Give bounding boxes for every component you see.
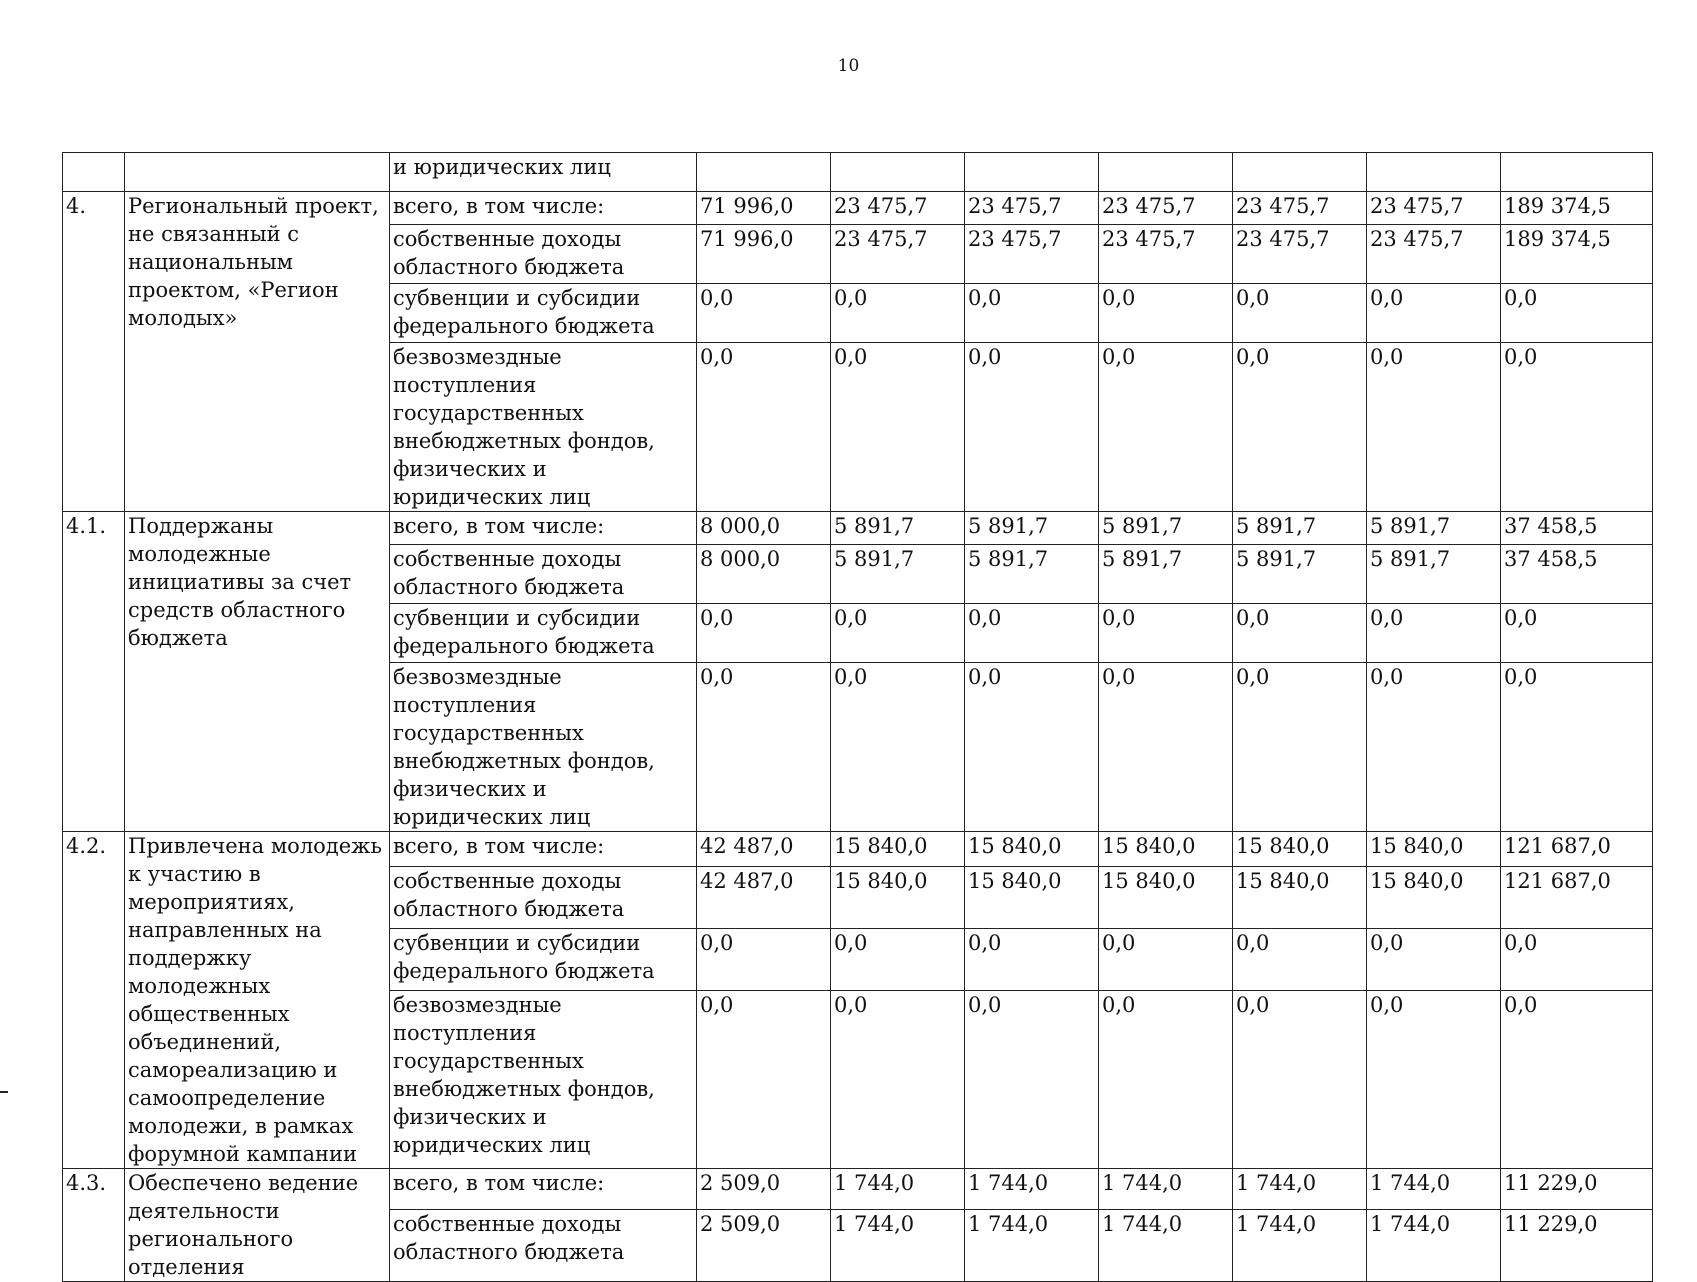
row-number-cell: 4.3. (63, 1169, 125, 1282)
value-cell: 0,0 (831, 991, 965, 1169)
value-cell: 23 475,7 (1367, 225, 1501, 284)
funding-source-cell: собственные доходы областного бюджета (390, 545, 697, 604)
value-cell: 1 744,0 (965, 1169, 1099, 1210)
value-cell: 0,0 (965, 343, 1099, 512)
funding-source-cell: безвозмездные поступления государственных внебюджетных фондов, физических и юридических лиц (390, 343, 697, 512)
value-cell: 23 475,7 (1099, 192, 1233, 225)
value-cell: 5 891,7 (1099, 512, 1233, 545)
value-cell: 0,0 (1233, 604, 1367, 663)
funding-source-cell: безвозмездные поступления государственных внебюджетных фондов, физических и юридических лиц (390, 991, 697, 1169)
funding-source-cell: субвенции и субсидии федерального бюджета (390, 928, 697, 990)
value-cell: 0,0 (1501, 284, 1653, 343)
value-cell: 5 891,7 (965, 545, 1099, 604)
table-row (63, 1169, 1653, 1210)
value-cell: 189 374,5 (1501, 225, 1653, 284)
value-cell: 0,0 (965, 604, 1099, 663)
value-cell: 189 374,5 (1501, 192, 1653, 225)
value-cell: 23 475,7 (1233, 225, 1367, 284)
value-cell (1367, 153, 1501, 192)
value-cell: 0,0 (1501, 663, 1653, 832)
funding-source-cell: собственные доходы областного бюджета (390, 866, 697, 928)
value-cell: 0,0 (1233, 284, 1367, 343)
table-row (63, 832, 1653, 867)
value-cell: 15 840,0 (1233, 866, 1367, 928)
value-cell: 15 840,0 (1099, 832, 1233, 867)
value-cell: 0,0 (1367, 991, 1501, 1169)
value-cell: 0,0 (1099, 663, 1233, 832)
value-cell: 23 475,7 (1099, 225, 1233, 284)
funding-source-cell: субвенции и субсидии федерального бюджета (390, 604, 697, 663)
funding-source-cell: всего, в том числе: (390, 512, 697, 545)
value-cell: 1 744,0 (965, 1210, 1099, 1282)
value-cell: 0,0 (965, 284, 1099, 343)
funding-source-cell: всего, в том числе: (390, 192, 697, 225)
value-cell: 15 840,0 (965, 866, 1099, 928)
value-cell: 0,0 (1099, 604, 1233, 663)
value-cell: 11 229,0 (1501, 1210, 1653, 1282)
value-cell: 71 996,0 (697, 192, 831, 225)
value-cell: 121 687,0 (1501, 866, 1653, 928)
value-cell: 2 509,0 (697, 1169, 831, 1210)
table-row (63, 192, 1653, 225)
value-cell: 0,0 (1501, 343, 1653, 512)
value-cell: 23 475,7 (965, 225, 1099, 284)
value-cell: 0,0 (1501, 991, 1653, 1169)
value-cell: 15 840,0 (831, 832, 965, 867)
value-cell: 0,0 (1367, 928, 1501, 990)
value-cell: 1 744,0 (1233, 1169, 1367, 1210)
funding-source-cell: и юридических лиц (390, 153, 697, 192)
value-cell: 5 891,7 (1367, 545, 1501, 604)
value-cell: 1 744,0 (831, 1169, 965, 1210)
value-cell (831, 153, 965, 192)
value-cell: 0,0 (697, 991, 831, 1169)
value-cell (965, 153, 1099, 192)
value-cell: 0,0 (831, 604, 965, 663)
value-cell (1233, 153, 1367, 192)
value-cell: 1 744,0 (1367, 1210, 1501, 1282)
budget-table (62, 152, 1653, 1282)
value-cell: 0,0 (1367, 284, 1501, 343)
item-name-cell: Обеспечено ведение деятельности регионального отделения (125, 1169, 390, 1282)
value-cell: 23 475,7 (831, 225, 965, 284)
value-cell: 0,0 (1501, 604, 1653, 663)
value-cell: 5 891,7 (1233, 512, 1367, 545)
value-cell: 0,0 (1099, 343, 1233, 512)
item-name-cell (125, 153, 390, 192)
value-cell: 0,0 (1367, 343, 1501, 512)
value-cell: 0,0 (831, 663, 965, 832)
value-cell: 0,0 (1099, 284, 1233, 343)
value-cell: 0,0 (1099, 991, 1233, 1169)
value-cell: 0,0 (1233, 343, 1367, 512)
item-name-cell: Региональный проект, не связанный с национальным проектом, «Регион молодых» (125, 192, 390, 512)
value-cell: 5 891,7 (1367, 512, 1501, 545)
value-cell: 1 744,0 (831, 1210, 965, 1282)
value-cell: 1 744,0 (1099, 1210, 1233, 1282)
value-cell: 0,0 (1099, 928, 1233, 990)
row-number-cell (63, 153, 125, 192)
value-cell: 8 000,0 (697, 545, 831, 604)
table-row (63, 512, 1653, 545)
value-cell: 71 996,0 (697, 225, 831, 284)
value-cell: 0,0 (831, 284, 965, 343)
value-cell: 23 475,7 (1367, 192, 1501, 225)
value-cell (697, 153, 831, 192)
value-cell: 0,0 (1367, 604, 1501, 663)
value-cell: 11 229,0 (1501, 1169, 1653, 1210)
funding-source-cell: всего, в том числе: (390, 1169, 697, 1210)
value-cell: 0,0 (1233, 991, 1367, 1169)
value-cell: 0,0 (697, 284, 831, 343)
value-cell: 0,0 (1501, 928, 1653, 990)
value-cell: 0,0 (697, 928, 831, 990)
value-cell: 5 891,7 (965, 512, 1099, 545)
value-cell (1501, 153, 1653, 192)
value-cell: 15 840,0 (965, 832, 1099, 867)
row-number-cell: 4.1. (63, 512, 125, 832)
value-cell: 15 840,0 (1099, 866, 1233, 928)
value-cell: 0,0 (1233, 928, 1367, 990)
value-cell: 15 840,0 (1367, 832, 1501, 867)
value-cell: 15 840,0 (831, 866, 965, 928)
funding-source-cell: собственные доходы областного бюджета (390, 1210, 697, 1282)
value-cell: 1 744,0 (1367, 1169, 1501, 1210)
funding-source-cell: безвозмездные поступления государственных внебюджетных фондов, физических и юридических лиц (390, 663, 697, 832)
value-cell: 23 475,7 (1233, 192, 1367, 225)
value-cell: 121 687,0 (1501, 832, 1653, 867)
value-cell: 0,0 (1367, 663, 1501, 832)
item-name-cell: Привлечена молодежь к участию в мероприятиях, направленных на поддержку молодежных общественных объединений, самореализацию и самоопределение молодежи, в рамках форумной кампании (125, 832, 390, 1169)
value-cell: 8 000,0 (697, 512, 831, 545)
value-cell: 42 487,0 (697, 866, 831, 928)
value-cell: 5 891,7 (831, 512, 965, 545)
page-number: 10 (837, 56, 860, 76)
value-cell: 23 475,7 (965, 192, 1099, 225)
value-cell: 15 840,0 (1233, 832, 1367, 867)
value-cell: 0,0 (1233, 663, 1367, 832)
value-cell: 0,0 (697, 604, 831, 663)
value-cell: 1 744,0 (1233, 1210, 1367, 1282)
value-cell: 0,0 (697, 663, 831, 832)
value-cell: 42 487,0 (697, 832, 831, 867)
value-cell: 2 509,0 (697, 1210, 831, 1282)
value-cell: 0,0 (831, 928, 965, 990)
value-cell: 37 458,5 (1501, 545, 1653, 604)
funding-source-cell: субвенции и субсидии федерального бюджета (390, 284, 697, 343)
value-cell: 5 891,7 (831, 545, 965, 604)
value-cell: 0,0 (965, 991, 1099, 1169)
row-number-cell: 4.2. (63, 832, 125, 1169)
value-cell: 37 458,5 (1501, 512, 1653, 545)
value-cell: 0,0 (697, 343, 831, 512)
value-cell: 15 840,0 (1367, 866, 1501, 928)
value-cell: 0,0 (831, 343, 965, 512)
value-cell: 1 744,0 (1099, 1169, 1233, 1210)
item-name-cell: Поддержаны молодежные инициативы за счет средств областного бюджета (125, 512, 390, 832)
value-cell: 23 475,7 (831, 192, 965, 225)
row-number-cell: 4. (63, 192, 125, 512)
value-cell (1099, 153, 1233, 192)
value-cell: 5 891,7 (1233, 545, 1367, 604)
value-cell: 0,0 (965, 663, 1099, 832)
value-cell: 5 891,7 (1099, 545, 1233, 604)
margin-mark (0, 1091, 8, 1093)
funding-source-cell: всего, в том числе: (390, 832, 697, 867)
value-cell: 0,0 (965, 928, 1099, 990)
funding-source-cell: собственные доходы областного бюджета (390, 225, 697, 284)
table-row (63, 153, 1653, 192)
